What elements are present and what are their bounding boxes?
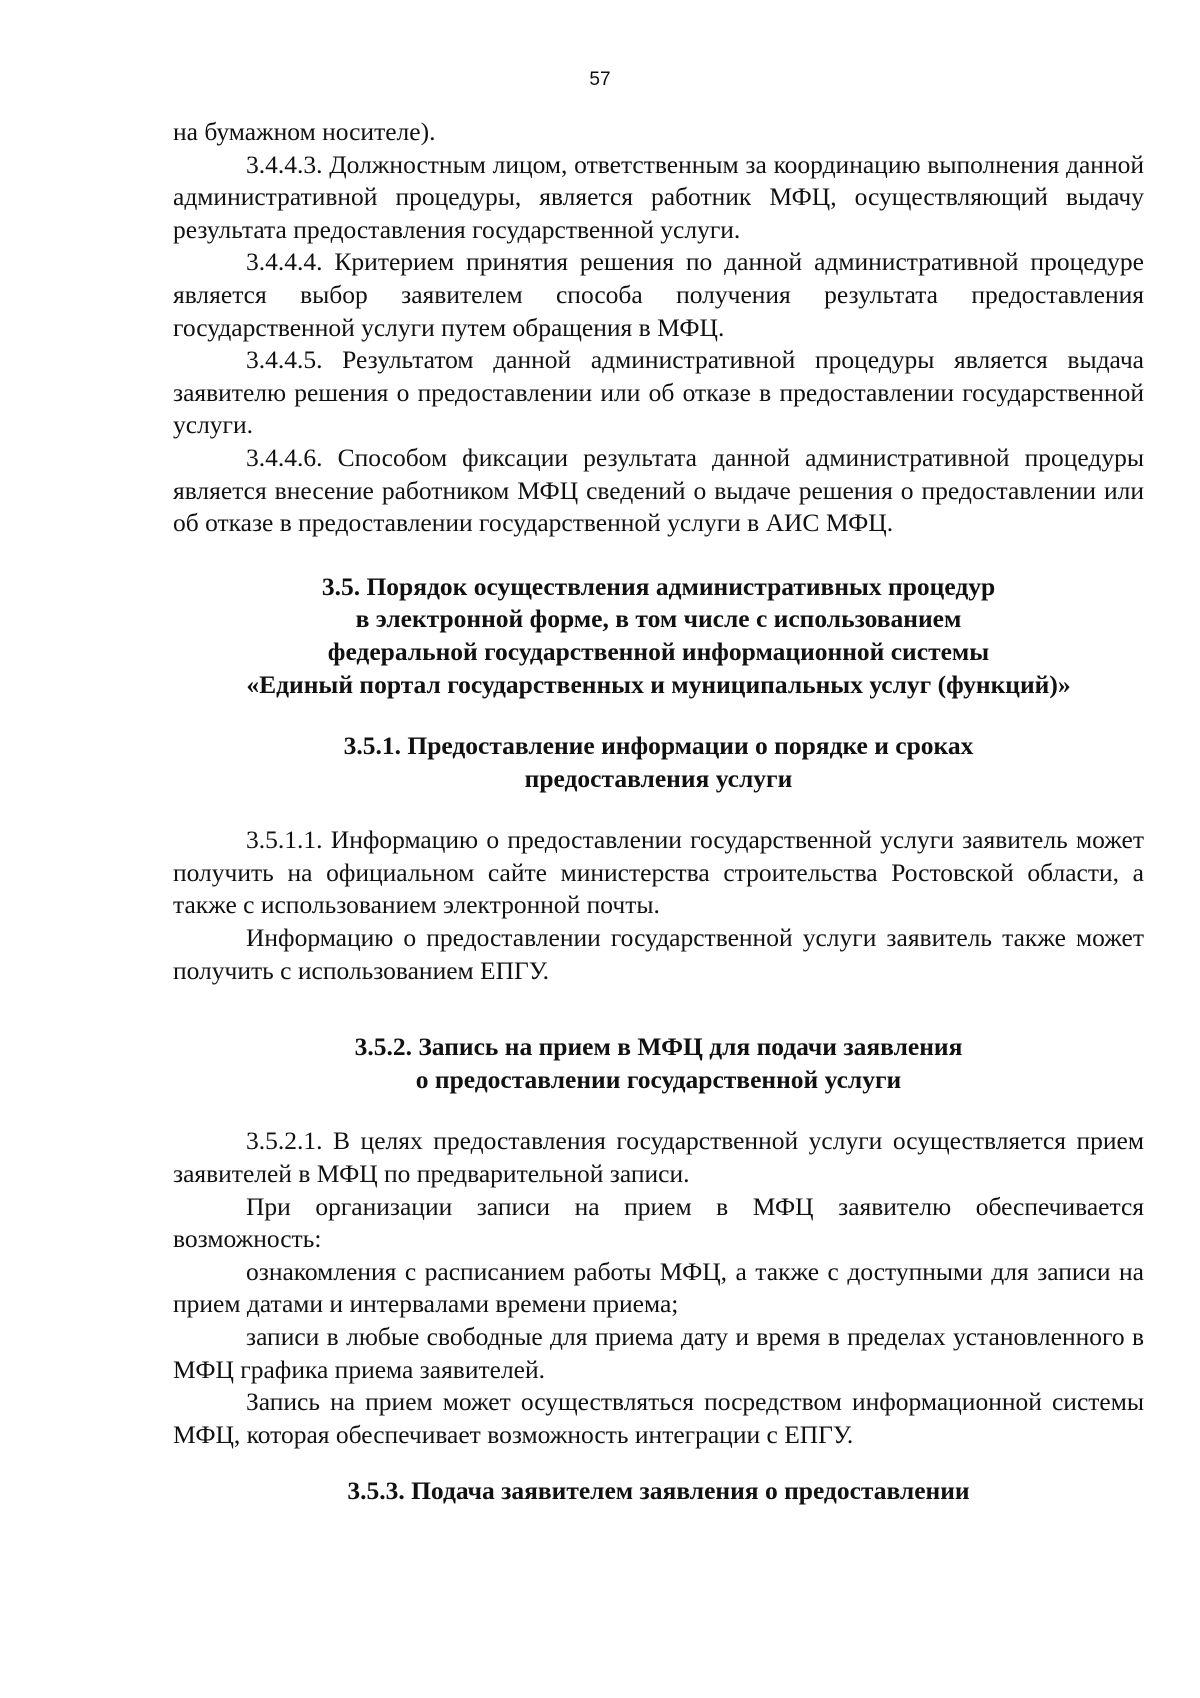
heading-line: 3.5. Порядок осуществления административных процедур [321, 571, 996, 601]
spacer [173, 1451, 1144, 1475]
paragraph-3-4-4-4: 3.4.4.4. Критерием принятия решения по данной административной процедуре является выбор заявителем способа получения результата предоставления государственной услуги путем обращения в МФЦ. [173, 247, 1144, 342]
document-body [173, 116, 1144, 1508]
section-heading-3-5-1 [173, 730, 1144, 795]
heading-line: федеральной государственной информационной системы [327, 636, 990, 666]
paragraph-epgu-info: Информацию о предоставлении государственной услуги заявитель также может получить с использованием ЕПГУ. [173, 923, 1144, 985]
heading-line: о предоставлении государственной услуги [415, 1064, 902, 1094]
section-heading-3-5-3 [173, 1475, 1144, 1508]
paragraph-free-slots: записи в любые свободные для приема дату и время в пределах установленного в МФЦ графика приема заявителей. [173, 1322, 1144, 1384]
paragraph-3-4-4-6: 3.4.4.6. Способом фиксации результата данной административной процедуры является внесение работником МФЦ сведений о выдаче решения о предоставлении или об отказе в предоставлении государственной услуги в АИС МФЦ. [173, 442, 1144, 538]
page-number: 57 [589, 69, 611, 90]
spacer [173, 795, 1144, 824]
heading-line: 3.5.2. Запись на прием в МФЦ для подачи заявления [354, 1032, 963, 1062]
heading-line: «Единый портал государственных и муниципальных услуг (функций)» [246, 669, 1071, 699]
paragraph-3-5-1-1: 3.5.1.1. Информацию о предоставлении государственной услуги заявитель может получить на официальном сайте министерства строительства Ростовской области, а также с использованием электронной почты. [173, 825, 1144, 920]
spacer [173, 540, 1144, 571]
section-heading-3-5 [173, 571, 1144, 701]
heading-line: предоставления услуги [524, 763, 793, 793]
section-heading-3-5-2 [173, 1031, 1144, 1096]
paragraph-continuation: на бумажном носителе). [173, 117, 436, 146]
paragraph-3-4-4-3: 3.4.4.3. Должностным лицом, ответственным за координацию выполнения данной административной процедуры, является работник МФЦ, осуществляющий выдачу результата предоставления государственной услуги. [173, 149, 1144, 244]
spacer [173, 1096, 1144, 1125]
spacer [173, 701, 1144, 730]
paragraph-3-4-4-5: 3.4.4.5. Результатом данной административной процедуры является выдача заявителю решения о предоставлении или об отказе в предоставлении государственной услуги. [173, 345, 1144, 440]
heading-line: 3.5.1. Предоставление информации о порядке и сроках [343, 731, 974, 761]
paragraph-record-system: Запись на прием может осуществляться посредством информационной системы МФЦ, которая обеспечивает возможность интеграции с ЕПГУ. [173, 1387, 1144, 1449]
paragraph-3-5-2-1: 3.5.2.1. В целях предоставления государственной услуги осуществляется прием заявителей в МФЦ по предварительной записи. [173, 1126, 1144, 1189]
paragraph-schedule-familiarization: ознакомления с расписанием работы МФЦ, а также с доступными для записи на прием датами и интервалами времени приема; [173, 1256, 1144, 1319]
spacer [173, 987, 1144, 1031]
heading-line: 3.5.3. Подача заявителем заявления о предоставлении [347, 1476, 970, 1506]
paragraph-record-organization: При организации записи на прием в МФЦ заявителю обеспечивается возможность: [173, 1191, 1144, 1254]
heading-line: в электронной форме, в том числе с использованием [355, 604, 962, 634]
